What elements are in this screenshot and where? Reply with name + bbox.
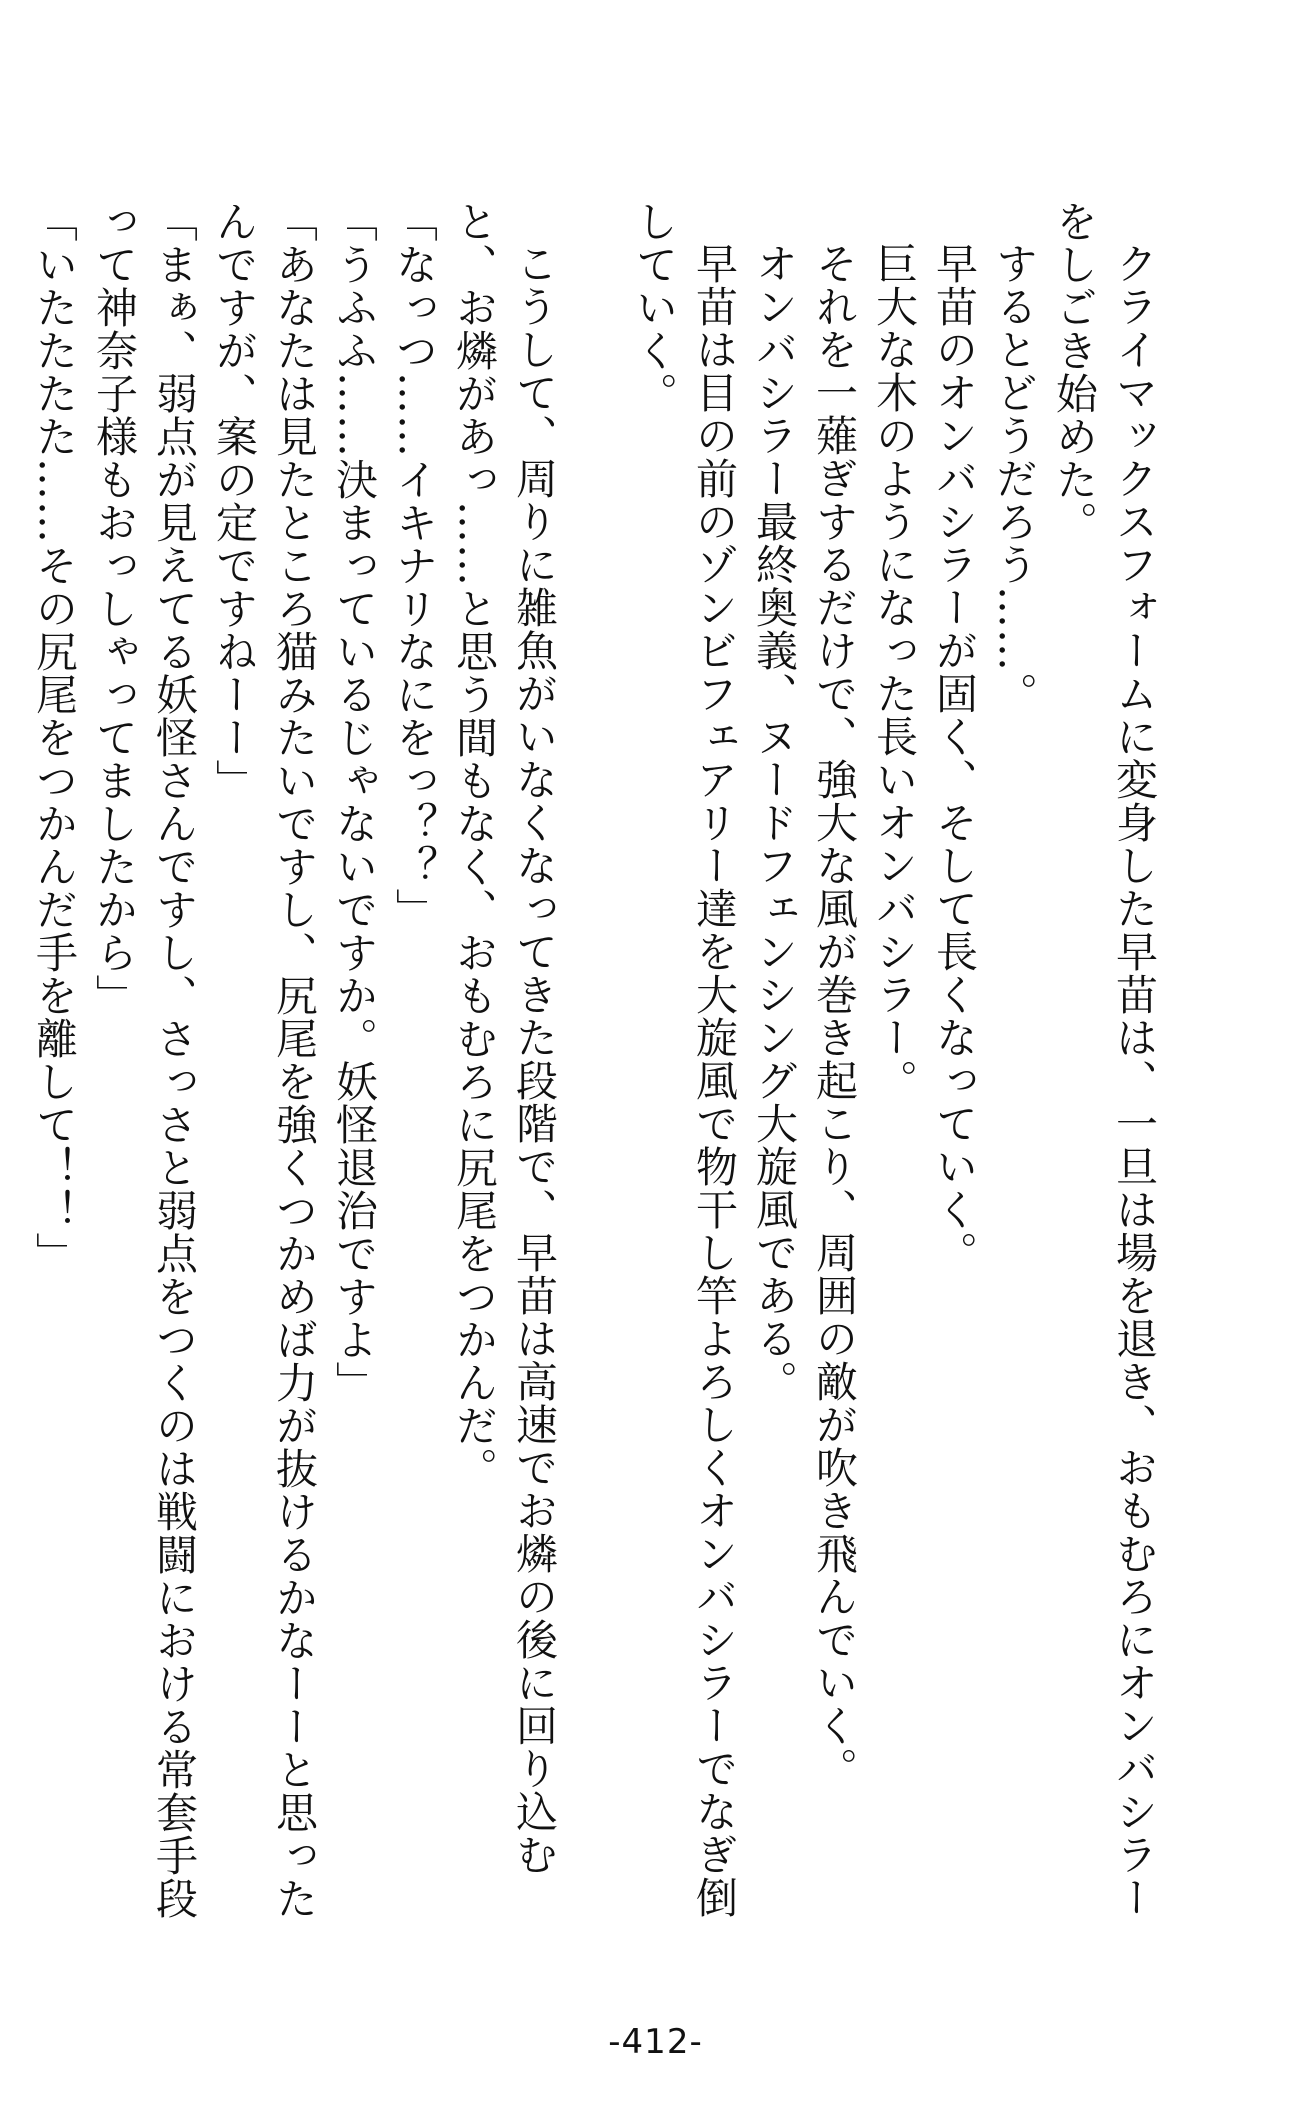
dialogue-line-12: 「いたたたた……その尻尾をつかんだ手を離して！！」 — [30, 200, 79, 1275]
paragraph-6: 早苗は目の前のゾンビフェアリー達を大旋風で物干し竿よろしくオンバシラーでなぎ倒していく。 — [630, 200, 739, 1919]
paragraph-7: こうして、周りに雑魚がいなくなってきた段階で、早苗は高速でお燐の後に回り込むと、お燐があっ……と思う間もなく、おもむろに尻尾をつかんだ。 — [450, 200, 559, 1876]
scene-break-gap — [564, 200, 624, 210]
dialogue-line-11: 「まぁ、弱点が見えてる妖怪さんですし、さっさと弱点をつくのは戦闘における常套手段って神奈子様もおっしゃってましたから」 — [90, 200, 199, 1920]
paragraph-2: 早苗のオンバシラーが固く、そして長くなっていく。 — [930, 242, 979, 1274]
paragraph-5: オンバシラー最終奥義、ヌードフェンシング大旋風である。 — [750, 242, 799, 1403]
page-text-block — [24, 200, 1164, 1950]
page-number: -412- — [608, 2022, 703, 2062]
dialogue-line-10: 「あなたは見たところ猫みたいですし、尻尾を強くつかめば力が抜けるかなーーと思ったんですが、案の定ですねーー」 — [210, 200, 319, 1920]
paragraph-0: クライマックスフォームに変身した早苗は、一旦は場を退き、おもむろにオンバシラーをしごき始めた。 — [1050, 200, 1159, 1919]
dialogue-line-9: 「うふふ……決まっているじゃないですか。妖怪退治ですよ」 — [330, 200, 379, 1404]
dialogue-line-8: 「なっつ……イキナリなにをっ？？」 — [390, 200, 439, 931]
paragraph-3: 巨大な木のようになった長いオンバシラー。 — [870, 242, 919, 1102]
paragraph-1: するとどうだろう……。 — [990, 242, 1039, 715]
paragraph-4: それを一薙ぎするだけで、強大な風が巻き起こり、周囲の敵が吹き飛んでいく。 — [810, 242, 859, 1790]
